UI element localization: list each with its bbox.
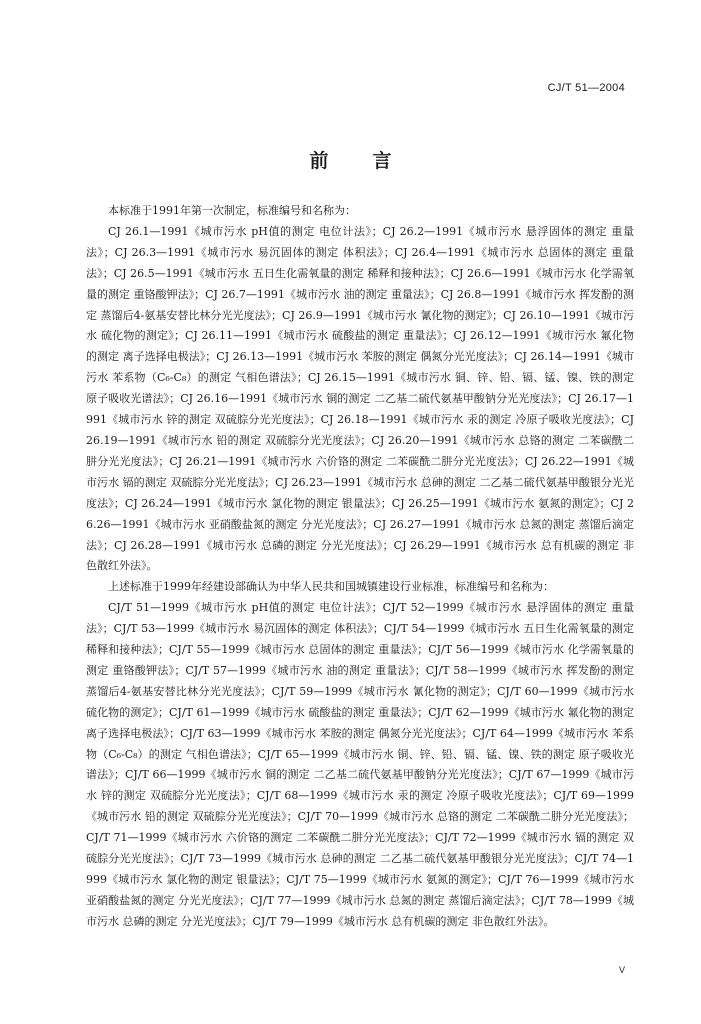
foreword-body	[86, 201, 634, 933]
page-title: 前言	[309, 150, 436, 172]
paragraph-cjt-list: CJ/T 51—1999《城市污水 pH值的测定 电位计法》；CJ/T 52—1999《城市污水 悬浮固体的测定 重量法》；CJ/T 53—1999《城市污水 易沉固体的测定 体积法》；CJ/T 54—1999《城市污水 五日生化需氧量的测定 稀释和接种法》；CJ/T 55—1999《城市污水 总固体的测定 重量法》；CJ/T 56—1999《城市污水 化学需氧量的测定 重铬酸钾法》；CJ/T 57—1999《城市污水 油的测定 重量法》；CJ/T 58—1999《城市污水 挥发酚的测定 蒸馏后4-氨基安替比林分光光度法》；CJ/T 59—1999《城市污水 氰化物的测定》；CJ/T 60—1999《城市污水 硫化物的测定》；CJ/T 61—1999《城市污水 硫酸盐的测定 重量法》；CJ/T 62—1999《城市污水 氟化物的测定 离子选择电极法》；CJ/T 63—1999《城市污水 苯胺的测定 偶氮分光光度法》；CJ/T 64—1999《城市污水 苯系物（C₆-C₈）的测定 气相色谱法》；CJ/T 65—1999《城市污水 铜、锌、铅、镉、锰、镍、铁的测定 原子吸收光谱法》；CJ/T 66—1999《城市污水 铜的测定 二乙基二硫代氨基甲酸钠分光光度法》；CJ/T 67—1999《城市污水 锌的测定 双硫腙分光光度法》；CJ/T 68—1999《城市污水 汞的测定 冷原子吸收光度法》；CJ/T 69—1999《城市污水 铅的测定 双硫腙分光光度法》；CJ/T 70—1999《城市污水 总铬的测定 二苯碳酰二肼分光光度法》；CJ/T 71—1999《城市污水 六价铬的测定 二苯碳酰二肼分光光度法》；CJ/T 72—1999《城市污水 镉的测定 双硫腙分光光度法》；CJ/T 73—1999《城市污水 总砷的测定 二乙基二硫代氨基甲酸银分光光度法》；CJ/T 74—1999《城市污水 氯化物的测定 银量法》；CJ/T 75—1999《城市污水 氨氮的测定》；CJ/T 76—1999《城市污水 亚硝酸盐氮的测定 分光光度法》；CJ/T 77—1999《城市污水 总氮的测定 蒸馏后滴定法》；CJ/T 78—1999《城市污水 总磷的测定 分光光度法》；CJ/T 79—1999《城市污水 总有机碳的测定 非色散红外法》。	[86, 601, 634, 928]
paragraph-intro-1999: 上述标准于1999年经建设部确认为中华人民共和国城镇建设行业标准，标准编号和名称为：	[108, 580, 554, 594]
paragraph-intro-1991: 本标准于1991年第一次制定，标准编号和名称为：	[108, 204, 356, 217]
page-number: V	[618, 965, 625, 975]
paragraph-cj26-list: CJ 26.1—1991《城市污水 pH值的测定 电位计法》；CJ 26.2—1991《城市污水 悬浮固体的测定 重量法》；CJ 26.3—1991《城市污水 易沉固体的测定 体积法》；CJ 26.4—1991《城市污水 总固体的测定 重量法》；CJ 26.5—1991《城市污水 五日生化需氧量的测定 稀释和接种法》；CJ 26.6—1991《城市污水 化学需氧量的测定 重铬酸钾法》；CJ 26.7—1991《城市污水 油的测定 重量法》；CJ 26.8—1991《城市污水 挥发酚的测定 蒸馏后4-氨基安替比林分光光度法》；CJ 26.9—1991《城市污水 氰化物的测定》；CJ 26.10—1991《城市污水 硫化物的测定》；CJ 26.11—1991《城市污水 硫酸盐的测定 重量法》；CJ 26.12—1991《城市污水 氟化物的测定 离子选择电极法》；CJ 26.13—1991《城市污水 苯胺的测定 偶氮分光光度法》；CJ 26.14—1991《城市污水 苯系物（C₆-C₈）的测定 气相色谱法》；CJ 26.15—1991《城市污水 铜、锌、铅、镉、锰、镍、铁的测定 原子吸收光谱法》；CJ 26.16—1991《城市污水 铜的测定 二乙基二硫代氨基甲酸钠分光光度法》；CJ 26.17—1991《城市污水 锌的测定 双硫腙分光光度法》；CJ 26.18—1991《城市污水 汞的测定 冷原子吸收光度法》；CJ 26.19—1991《城市污水 铅的测定 双硫腙分光光度法》；CJ 26.20—1991《城市污水 总铬的测定 二苯碳酰二肼分光光度法》；CJ 26.21—1991《城市污水 六价铬的测定 二苯碳酰二肼分光光度法》；CJ 26.22—1991《城市污水 镉的测定 双硫腙分光光度法》；CJ 26.23—1991《城市污水 总砷的测定 二乙基二硫代氨基甲酸银分光光度法》；CJ 26.24—1991《城市污水 氯化物的测定 银量法》；CJ 26.25—1991《城市污水 氨氮的测定》；CJ 26.26—1991《城市污水 亚硝酸盐氮的测定 分光光度法》；CJ 26.27—1991《城市污水 总氮的测定 蒸馏后滴定法》；CJ 26.28—1991《城市污水 总磷的测定 分光光度法》；CJ 26.29—1991《城市污水 总有机碳的测定 非色散红外法》。	[86, 224, 634, 573]
standard-number-header: CJ/T 51—2004	[547, 82, 625, 94]
